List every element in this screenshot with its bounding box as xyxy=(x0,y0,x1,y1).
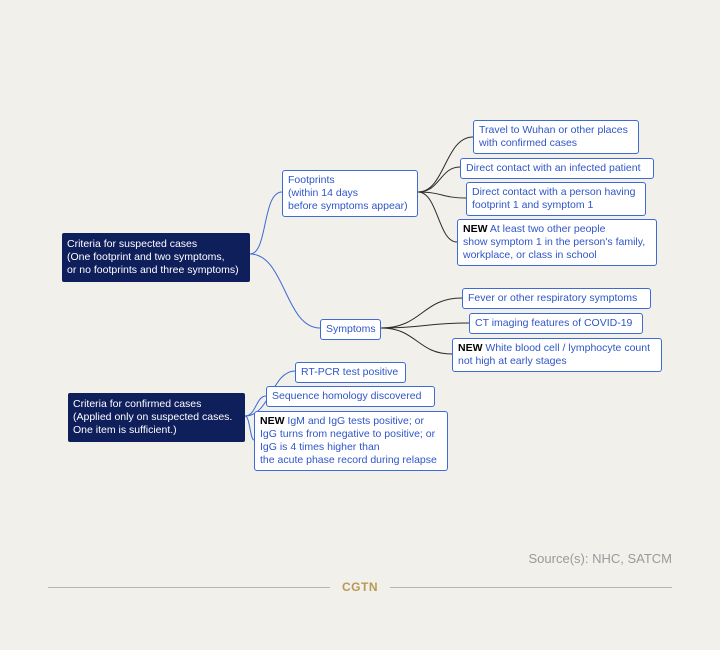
suspected-criteria-node xyxy=(62,233,250,282)
connector-suspected-footprints xyxy=(250,192,282,254)
brand-logo: CGTN xyxy=(342,580,378,594)
symptom-item-node xyxy=(462,288,651,309)
connector-suspected-symptoms xyxy=(250,254,320,328)
footprint-item-line: workplace, or class in school xyxy=(463,249,597,261)
symptom-item-node-new xyxy=(452,338,662,372)
footprint-item-node-new xyxy=(457,219,657,266)
footprint-item-line: Direct contact with a person having xyxy=(472,186,636,198)
footprints-line: before symptoms appear) xyxy=(288,200,408,212)
symptoms-node xyxy=(320,319,381,340)
suspected-criteria-line: (One footprint and two symptoms, xyxy=(67,251,225,263)
connector-confirmed-3 xyxy=(245,416,254,440)
footprints-node xyxy=(282,170,418,217)
footprints-line: (within 14 days xyxy=(288,187,359,199)
footprint-item-line: Travel to Wuhan or other places xyxy=(479,124,628,136)
source-credit: Source(s): NHC, SATCM xyxy=(528,551,672,566)
symptom-item-line xyxy=(458,342,656,355)
confirmed-criteria-line: One item is sufficient.) xyxy=(73,424,177,436)
footprint-item-line xyxy=(463,223,651,236)
confirmed-item-node xyxy=(295,362,406,383)
confirmed-item-line xyxy=(260,415,442,428)
footprint-item-text: At least two other people xyxy=(489,223,606,235)
connector-footprint-4 xyxy=(418,192,457,242)
confirmed-item-line: IgG turns from negative to positive; or xyxy=(260,428,436,440)
symptom-item-text: White blood cell / lymphocyte count xyxy=(485,342,651,354)
confirmed-item-node-new xyxy=(254,411,448,471)
footer-divider-right xyxy=(390,587,672,588)
footprint-item-node xyxy=(466,182,646,216)
symptom-item-line: not high at early stages xyxy=(458,355,567,367)
connector-symptom-3 xyxy=(381,328,452,354)
confirmed-item-line: the acute phase record during relapse xyxy=(260,454,437,466)
footprints-line: Footprints xyxy=(288,174,335,186)
connector-footprint-2 xyxy=(418,167,460,192)
footprint-item-node xyxy=(473,120,639,154)
footprint-item-line: with confirmed cases xyxy=(479,137,578,149)
new-tag: NEW xyxy=(458,342,483,354)
confirmed-item-node xyxy=(266,386,435,407)
confirmed-item-line: Sequence homology discovered xyxy=(272,390,422,402)
suspected-criteria-line: Criteria for suspected cases xyxy=(67,238,198,250)
new-tag: NEW xyxy=(463,223,488,235)
new-tag: NEW xyxy=(260,415,285,427)
symptom-item-line: Fever or other respiratory symptoms xyxy=(468,292,638,304)
confirmed-criteria-line: Criteria for confirmed cases xyxy=(73,398,202,410)
footprint-item-line: footprint 1 and symptom 1 xyxy=(472,199,594,211)
footprint-item-line: Direct contact with an infected patient xyxy=(466,162,641,174)
suspected-criteria-line: or no footprints and three symptoms) xyxy=(67,264,239,276)
footer-divider-left xyxy=(48,587,330,588)
footprint-item-line: show symptom 1 in the person's family, xyxy=(463,236,646,248)
confirmed-criteria-node xyxy=(68,393,245,442)
symptom-item-node xyxy=(469,313,643,334)
symptom-item-line: CT imaging features of COVID-19 xyxy=(475,317,633,329)
confirmed-criteria-line: (Applied only on suspected cases. xyxy=(73,411,233,423)
confirmed-item-line: RT-PCR test positive xyxy=(301,366,399,378)
confirmed-item-text: IgM and IgG tests positive; or xyxy=(287,415,424,427)
confirmed-item-line: IgG is 4 times higher than xyxy=(260,441,380,453)
symptoms-line: Symptoms xyxy=(326,323,376,335)
footprint-item-node xyxy=(460,158,654,179)
